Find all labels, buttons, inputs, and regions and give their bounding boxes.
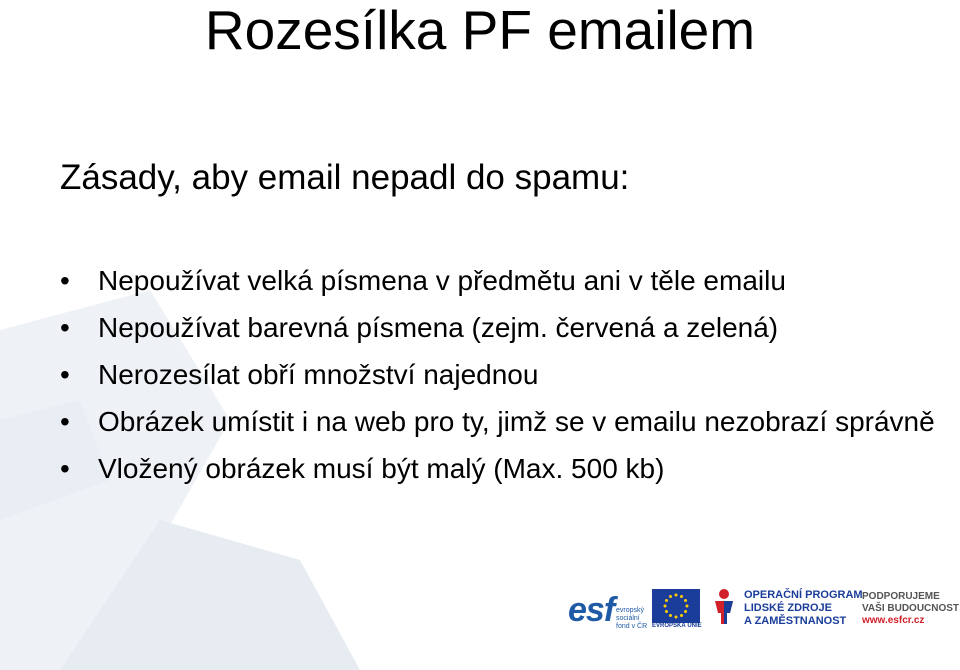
eu-star — [680, 614, 683, 617]
eu-star — [684, 610, 687, 613]
eu-star — [684, 599, 687, 602]
eu-star — [665, 610, 668, 613]
eu-flag-icon — [652, 589, 700, 623]
esf-logo — [568, 589, 650, 631]
eu-star — [680, 595, 683, 598]
bullet-item: • Nepoužívat barevná písmena (zejm. červená a zelená) — [60, 309, 940, 347]
page-title: Rozesílka PF emailem — [204, 0, 756, 61]
subtitle: Zásady, aby email nepadl do spamu: — [60, 158, 630, 197]
support-web-link: www.esfcr.cz — [862, 615, 925, 626]
eu-star — [675, 594, 678, 597]
eu-star — [686, 605, 689, 608]
eu-star — [669, 614, 672, 617]
eu-star — [664, 605, 667, 608]
esf-caption: evropský sociální fond v ČR — [616, 607, 648, 630]
op-program-text: OPERAČNÍ PROGRAM LIDSKÉ ZDROJE A ZAMĚSTNANOST — [744, 589, 863, 627]
bullet-list — [60, 262, 940, 497]
support-text: PODPORUJEME VAŠI BUDOUCNOST — [862, 591, 960, 614]
eu-star — [669, 595, 672, 598]
support-block — [862, 591, 959, 627]
eu-star — [665, 599, 668, 602]
bullet-item: • Obrázek umístit i na web pro ty, jimž se v emailu nezobrazí správně — [60, 403, 940, 441]
bullet-item: • Vložený obrázek musí být malý (Max. 500 kb) — [60, 450, 940, 488]
bullet-item: • Nepoužívat velká písmena v předmětu ani v těle emailu — [60, 262, 940, 300]
eu-caption: EVROPSKÁ UNIE — [652, 623, 702, 629]
footer-logos — [568, 585, 960, 635]
esf-logo-text: esf — [568, 591, 615, 629]
bullet-item: • Nerozesílat obří množství najednou — [60, 356, 940, 394]
op-person-icon — [712, 587, 736, 625]
eu-star — [675, 616, 678, 619]
